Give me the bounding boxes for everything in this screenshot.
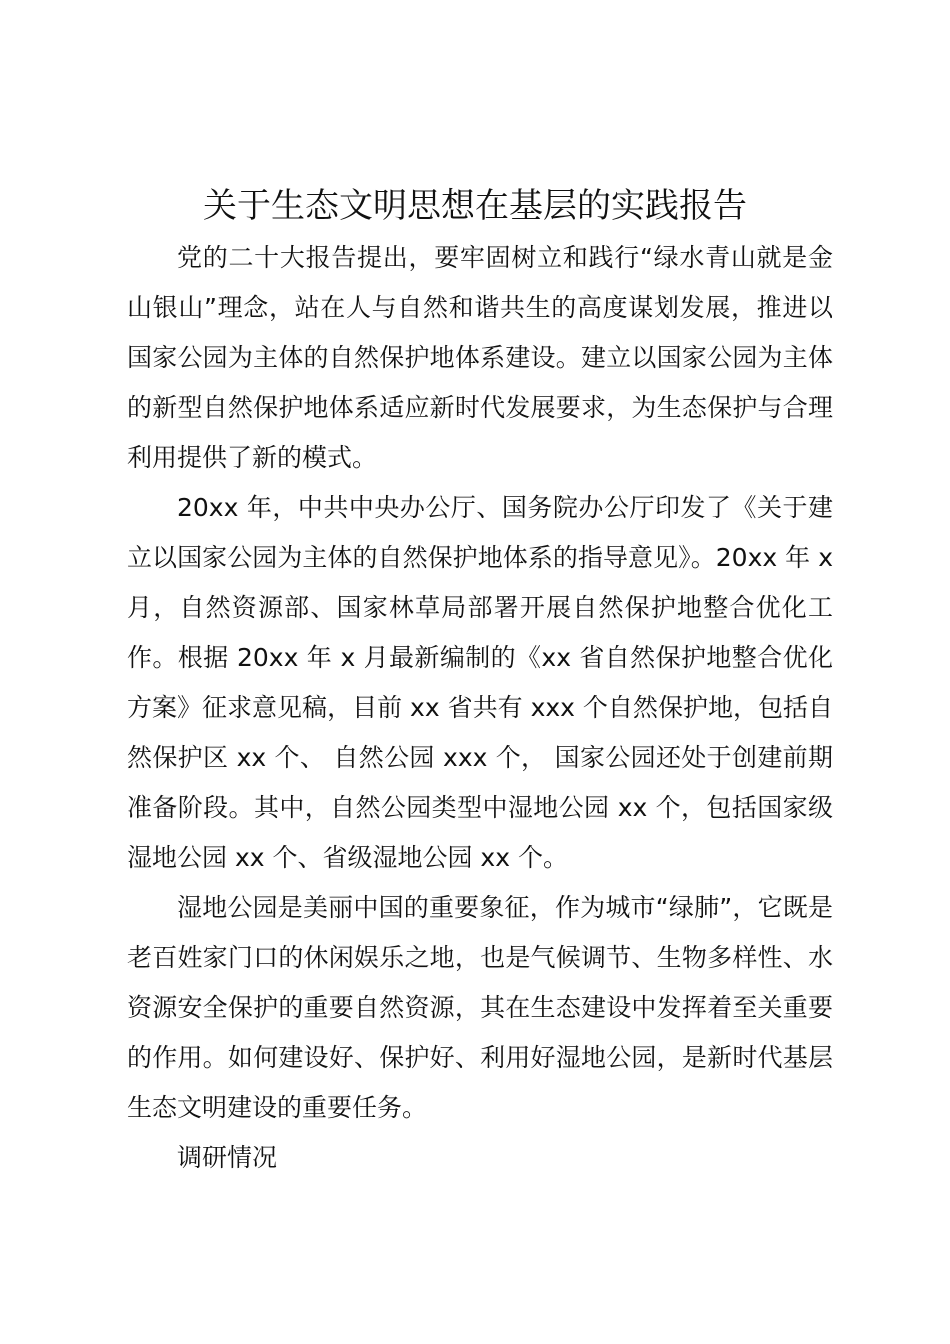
document-title: 关于生态文明思想在基层的实践报告 [203,186,747,226]
paragraph-wetland-parks: 湿地公园是美丽中国的重要象征，作为城市“绿肺”，它既是老百姓家门口的休闲娱乐之地，也是气候调节、生物多样性、水资源安全保护的重要自然资源，其在生态建设中发挥着至关重要的作用。如何建设好、保护好、利用好湿地公园，是新时代基层生态文明建设的重要任务。 [127,893,833,1122]
document-body [127,233,833,1183]
paragraph-intro: 党的二十大报告提出，要牢固树立和践行“绿水青山就是金山银山”理念，站在人与自然和谐共生的高度谋划发展，推进以国家公园为主体的自然保护地体系建设。建立以国家公园为主体的新型自然保护地体系适应新时代发展要求，为生态保护与合理利用提供了新的模式。 [127,243,833,472]
section-heading-research: 调研情况 [177,1143,278,1172]
paragraph-background: 20xx 年，中共中央办公厅、国务院办公厅印发了《关于建立以国家公园为主体的自然保护地体系的指导意见》。20xx 年 x 月，自然资源部、国家林草局部署开展自然保护地整合优化工作。根据 20xx 年 x 月最新编制的《xx 省自然保护地整合优化方案》征求意见稿，目前 xx 省共有 xxx 个自然保护地，包括自然保护区 xx 个、 自然公园 xxx 个， 国家公园还处于创建前期准备阶段。其中，自然公园类型中湿地公园 xx 个，包括国家级湿地公园 xx 个、省级湿地公园 xx 个。 [127,493,833,872]
